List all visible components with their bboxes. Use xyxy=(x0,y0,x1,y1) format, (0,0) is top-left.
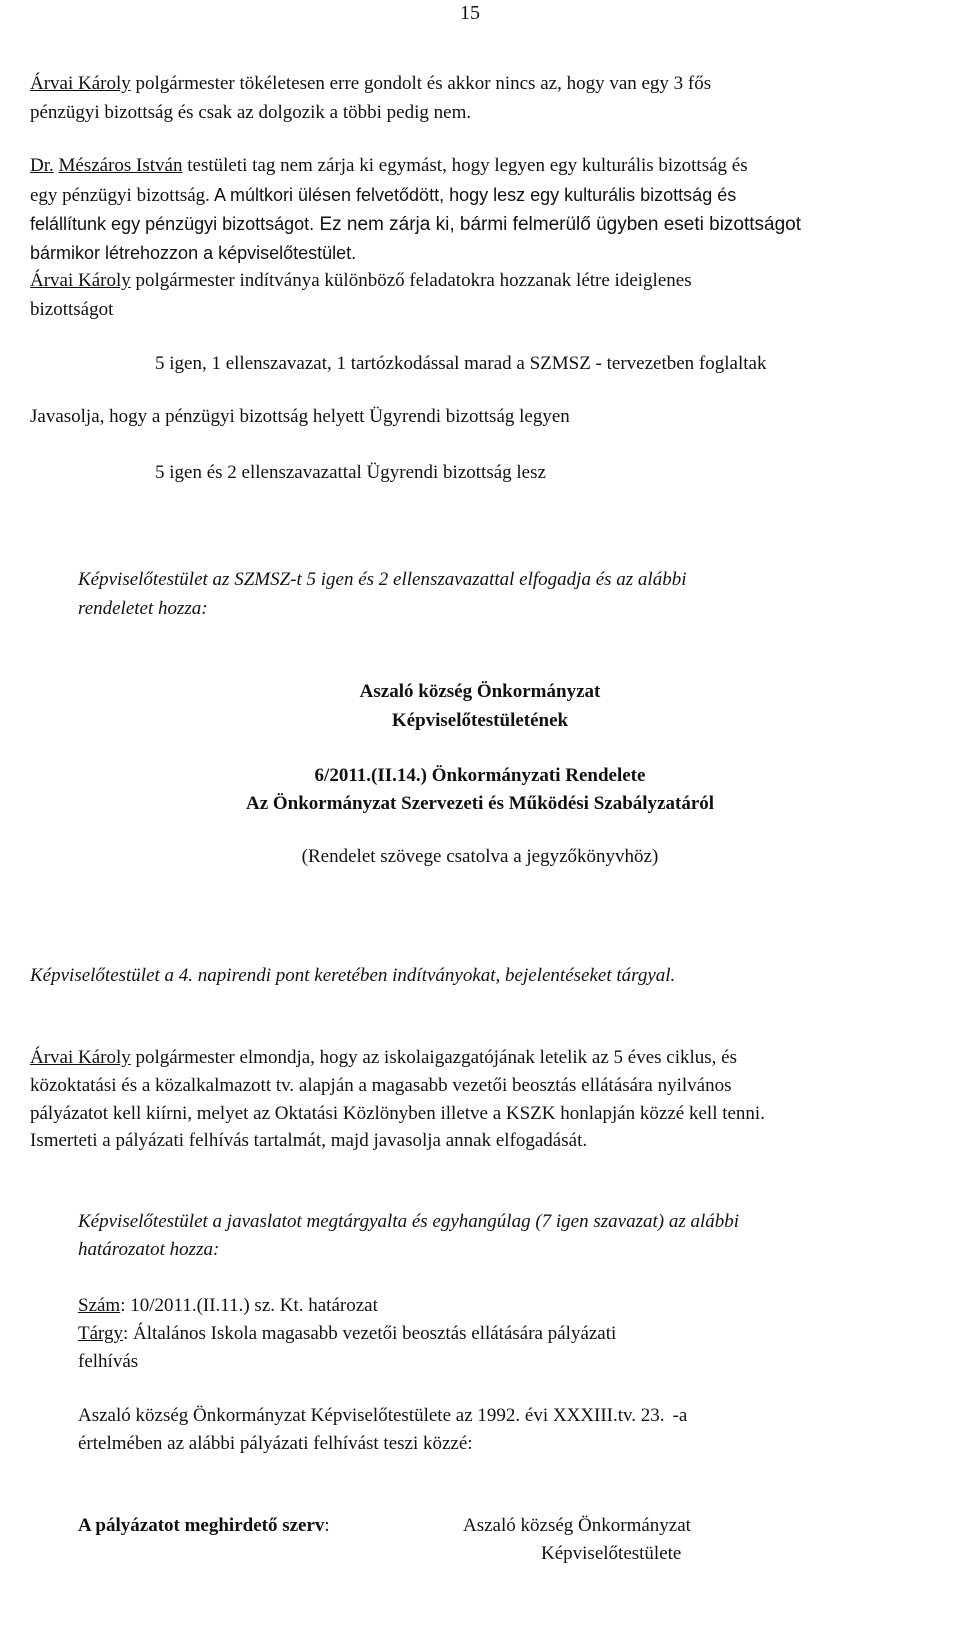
speaker-name: Árvai Károly xyxy=(30,73,131,94)
paragraph-line: Árvai Károly polgármester indítványa különböző feladatokra hozzanak létre ideiglenes xyxy=(30,270,692,291)
paragraph-line: bizottságot xyxy=(30,299,114,320)
resolution-number: Szám: 10/2011.(II.11.) sz. Kt. határozat xyxy=(78,1295,378,1316)
issuer-value: Aszaló község Önkormányzat xyxy=(463,1515,691,1536)
speaker-name: Árvai Károly xyxy=(30,270,131,291)
announcement-line: Aszaló község Önkormányzat Képviselőtestülete az 1992. évi XXXIII.tv. 23. -a xyxy=(78,1405,688,1426)
vote-result: 5 igen, 1 ellenszavazat, 1 tartózkodással marad a SZMSZ - tervezetben foglaltak xyxy=(155,353,767,374)
decree-number: 6/2011.(II.14.) Önkormányzati Rendelete xyxy=(314,765,646,786)
agenda-item: Képviselőtestület a 4. napirendi pont keretében indítványokat, bejelentéseket tárgyal. xyxy=(30,965,676,986)
paragraph-line: felállítunk egy pénzügyi bizottságot. Ez nem zárja ki, bármi felmerülő ügyben eseti bizottságot xyxy=(30,214,802,235)
page-number: 15 xyxy=(460,2,480,24)
issuer-label: A pályázatot meghirdető szerv: xyxy=(78,1515,330,1536)
proposal-text: Javasolja, hogy a pénzügyi bizottság helyett Ügyrendi bizottság legyen xyxy=(30,406,570,427)
speaker-title: Dr. xyxy=(30,155,54,176)
adoption-line: Képviselőtestület az SZMSZ-t 5 igen és 2 ellenszavazattal elfogadja és az alábbi xyxy=(78,569,687,590)
speaker-name: Árvai Károly xyxy=(30,1047,131,1068)
decree-title: Az Önkormányzat Szervezeti és Működési Szabályzatáról xyxy=(245,793,715,814)
speaker-name: Mészáros István xyxy=(58,155,183,176)
issuer-value-cont: Képviselőtestülete xyxy=(541,1543,682,1564)
paragraph-line: Ismerteti a pályázati felhívás tartalmát, majd javasolja annak elfogadását. xyxy=(30,1130,588,1151)
paragraph-line: bármikor létrehozzon a képviselőtestület. xyxy=(30,243,357,263)
announcement-line: értelmében az alábbi pályázati felhívást teszi közzé: xyxy=(78,1433,473,1454)
paragraph-line: Dr. Mészáros István testületi tag nem zárja ki egymást, hogy legyen egy kulturális bizottság és xyxy=(30,155,748,176)
paragraph-line: közoktatási és a közalkalmazott tv. alapján a magasabb vezetői beosztás ellátására nyilvános xyxy=(30,1075,732,1096)
paragraph-line: egy pénzügyi bizottság. A múltkori ülésen felvetődött, hogy lesz egy kulturális bizottság és xyxy=(30,185,737,206)
resolution-intro-line: Képviselőtestület a javaslatot megtárgyalta és egyhangúlag (7 igen szavazat) az alábbi xyxy=(78,1211,740,1232)
paragraph-line: pályázatot kell kiírni, melyet az Oktatási Közlönyben illetve a KSZK honlapján közzé kell tenni. xyxy=(30,1103,765,1124)
adoption-line: rendeletet hozza: xyxy=(78,598,208,619)
paragraph-line: Árvai Károly polgármester tökéletesen erre gondolt és akkor nincs az, hogy van egy 3 fős xyxy=(30,73,712,94)
resolution-intro-line: határozatot hozza: xyxy=(78,1239,220,1260)
resolution-subject: Tárgy: Általános Iskola magasabb vezetői beosztás ellátására pályázati xyxy=(78,1323,617,1344)
decree-note: (Rendelet szövege csatolva a jegyzőkönyvhöz) xyxy=(301,846,659,867)
resolution-subject-cont: felhívás xyxy=(78,1351,139,1372)
decree-issuer-body: Képviselőtestületének xyxy=(391,710,569,731)
paragraph-line: Árvai Károly polgármester elmondja, hogy az iskolaigazgatójának letelik az 5 éves ciklus, és xyxy=(30,1047,737,1068)
paragraph-line: pénzügyi bizottság és csak az dolgozik a többi pedig nem. xyxy=(30,102,472,123)
vote-result: 5 igen és 2 ellenszavazattal Ügyrendi bizottság lesz xyxy=(155,462,546,483)
decree-issuer: Aszaló község Önkormányzat xyxy=(359,681,601,702)
